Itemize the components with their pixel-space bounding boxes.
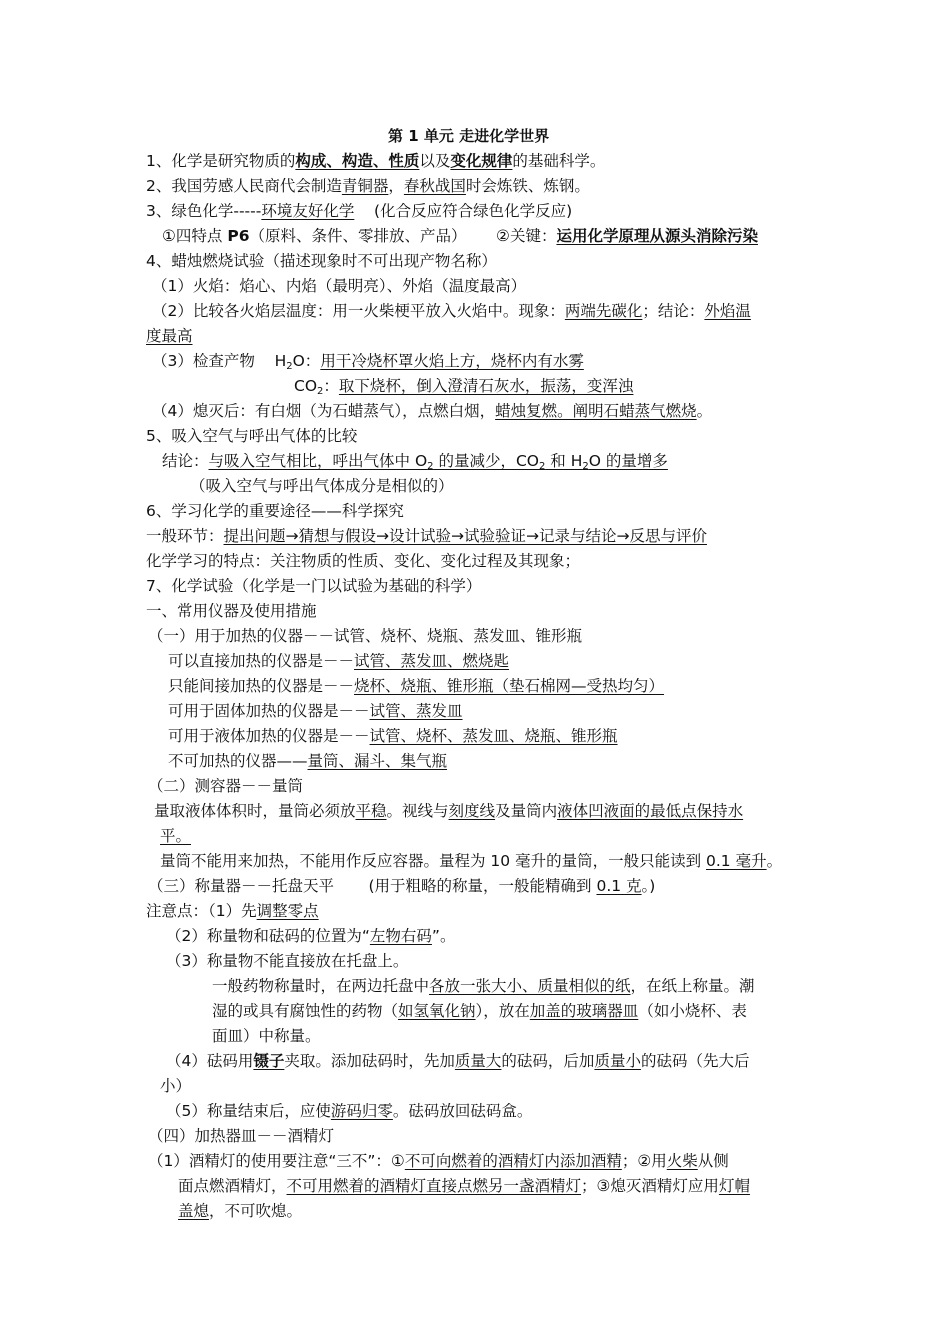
line-29: 量筒不能用来加热，不能用作反应容器。量程为 10 毫升的量筒，一般只能读到 0.1 毫升。 [160,852,783,870]
line-42: 面点燃酒精灯，不可用燃着的酒精灯直接点燃另一盏酒精灯；③熄灭酒精灯应用灯帽 [178,1177,750,1195]
line-16: 一般环节：提出问题→猜想与假设→设计试验→试验验证→记录与结论→反思与评价 [146,527,707,545]
line-2: 2、我国劳感人民商代会制造青铜器，春秋战国时会炼铁、炼钢。 [146,177,590,195]
page-title: 第 1 单元 走进化学世界 [388,127,550,145]
line-1: 1、化学是研究物质的构成、构造、性质以及变化规律的基础科学。 [146,152,606,170]
line-17: 化学学习的特点：关注物质的性质、变化、变化过程及其现象； [146,552,581,570]
line-11: （4）熄灭后：有白烟（为石蜡蒸气），点燃白烟，蜡烛复燃。阐明石蜡蒸气燃烧。 [152,402,713,420]
line-6: （1）火焰：焰心、内焰（最明亮）、外焰（温度最高） [152,277,527,295]
line-3: 3、绿色化学-----环境友好化学 (化合反应符合绿色化学反应) [146,202,573,220]
line-34: 一般药物称量时，在两边托盘中各放一张大小、质量相似的纸，在纸上称量。潮 [212,977,755,995]
line-41: （1）酒精灯的使用要注意“三不”：①不可向燃着的酒精灯内添加酒精；②用火柴从侧 [148,1152,729,1170]
line-24: 可用于液体加热的仪器是－－试管、烧杯、蒸发皿、烧瓶、锥形瓶 [168,727,618,745]
line-7: （2）比较各火焰层温度：用一火柴梗平放入火焰中。现象：两端先碳化；结论：外焰温 [152,302,751,320]
line-31: 注意点：（1）先调整零点 [146,902,319,920]
line-35: 湿的或具有腐蚀性的药物（如氢氧化钠），放在加盖的玻璃器皿（如小烧杯、表 [212,1002,747,1020]
line-5: 4、蜡烛燃烧试验（描述现象时不可出现产物名称） [146,252,497,270]
line-4: ①四特点 P6（原料、条件、零排放、产品） ②关键：运用化学原理从源头消除污染 [162,227,758,245]
line-18: 7、化学试验（化学是一门以试验为基础的科学） [146,577,482,595]
line-10: $CO_2$：取下烧杯，倒入澄清石灰水，振荡，变浑浊 [294,377,634,397]
line-20: （一）用于加热的仪器－－试管、烧杯、烧瓶、蒸发皿、锥形瓶 [148,627,583,645]
line-39: （5）称量结束后，应使游码归零。砝码放回砝码盒。 [166,1102,533,1120]
line-12: 5、吸入空气与呼出气体的比较 [146,427,358,445]
line-27: 量取液体体积时，量筒必须放平稳。视线与刻度线及量筒内液体凹液面的最低点保持水 [154,802,744,820]
line-26: （二）测容器－－量筒 [148,777,304,795]
line-30: （三）称量器－－托盘天平 (用于粗略的称量，一般能精确到 0.1 克。) [148,877,656,895]
line-33: （3）称量物不能直接放在托盘上。 [166,952,409,970]
line-13: 结论：与吸入空气相比，呼出气体中 $O_2$ 的量减少，$CO_2$ 和 $H_2O$ 的量增多 [162,452,668,472]
line-32: （2）称量物和砝码的位置为“左物右码”。 [166,927,456,945]
line-22: 只能间接加热的仪器是－－烧杯、烧瓶、锥形瓶（垫石棉网—受热均匀） [168,677,665,695]
line-9: （3）检查产物 $H_2O$：用干冷烧杯罩火焰上方，烧杯内有水雾 [152,352,584,372]
line-25: 不可加热的仪器——量筒、漏斗、集气瓶 [168,752,448,770]
line-21: 可以直接加热的仪器是－－试管、蒸发皿、燃烧匙 [168,652,510,670]
line-14: （吸入空气与呼出气体成分是相似的） [190,477,454,495]
line-38: 小） [160,1077,192,1095]
line-19: 一、常用仪器及使用措施 [146,602,317,620]
line-43: 盖熄，不可吹熄。 [178,1202,303,1220]
line-15: 6、学习化学的重要途径——科学探究 [146,502,404,520]
line-8: 度最高 [146,327,193,345]
line-28: 平。 [160,827,192,845]
line-37: （4）砝码用镊子夹取。添加砝码时，先加质量大的砝码，后加质量小的砝码（先大后 [166,1052,750,1070]
line-40: （四）加热器皿－－酒精灯 [148,1127,335,1145]
line-36: 面皿）中称量。 [212,1027,321,1045]
line-23: 可用于固体加热的仪器是－－试管、蒸发皿 [168,702,463,720]
